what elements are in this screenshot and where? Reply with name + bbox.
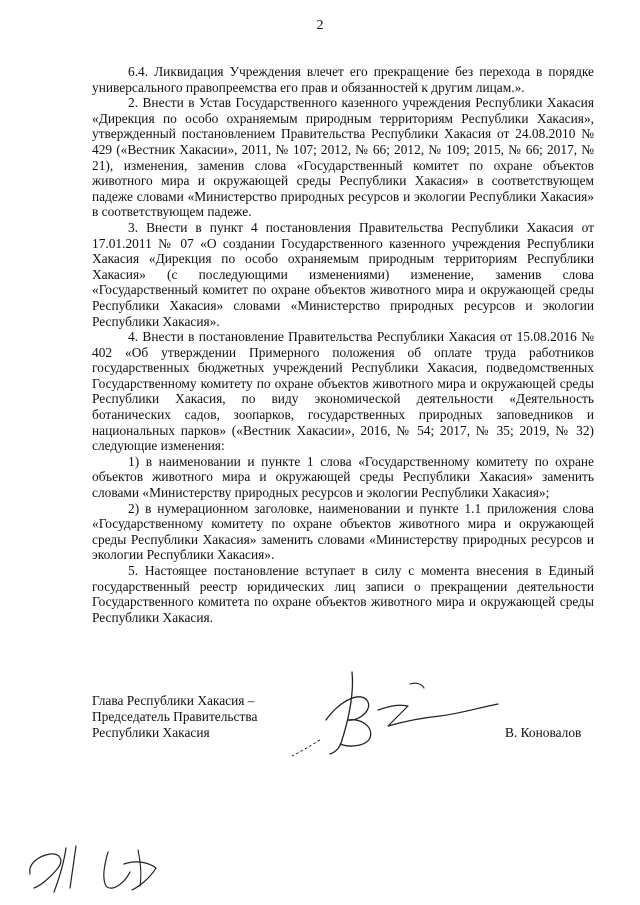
paragraph-4-item-2: 2) в нумерационном заголовке, наименовании и пункте 1.1 приложения слова «Государственному комитету по охране объектов животного мира и окружающей среды Республики Хакасия» заменить словами «Министерству природных ресурсов и экологии Республики Хакасия». — [92, 500, 594, 563]
paragraph-4-item-1: 1) в наименовании и пункте 1 слова «Государственному комитету по охране объектов животного мира и окружающей среды Республики Хакасия» заменить словами «Министерству природных ресурсов и экологии Республики Хакасия»; — [92, 453, 594, 501]
signatory-title-line: Глава Республики Хакасия – — [92, 693, 255, 708]
page-number: 2 — [316, 18, 324, 33]
paragraph-3: 3. Внести в пункт 4 постановления Правительства Республики Хакасия от 17.01.2011 № 07 «О создании Государственного казенного учреждения Республики Хакасия «Дирекция по особо охраняемым природным территориям Республики Хакасия» (с последующими изменениями) изменение, заменив слова «Государственный комитет по охране объектов животного мира и окружающей среды Республики Хакасия» словами «Министерство природных ресурсов и экологии Республики Хакасия». — [92, 219, 594, 329]
paragraph-5: 5. Настоящее постановление вступает в силу с момента внесения в Единый государственный реестр юридических лиц записи о прекращении деятельности Государственного комитета по охране объектов животного мира и окружающей среды Республики Хакасия. — [92, 563, 594, 625]
paragraph-6-4: 6.4. Ликвидация Учреждения влечет его прекращение без перехода в порядке универсального правопреемства его прав и обязанностей к другим лицам.». — [92, 64, 594, 95]
signatory-title-line: Республики Хакасия — [92, 724, 210, 740]
handwritten-initials — [20, 838, 180, 898]
document-body — [92, 64, 594, 625]
signatory-title-line: Председатель Правительства — [92, 708, 258, 724]
signatory-name: В. Коновалов — [505, 725, 582, 740]
handwritten-signature — [290, 660, 510, 760]
paragraph-4: 4. Внести в постановление Правительства Республики Хакасия от 15.08.2016 № 402 «Об утверждении Примерного положения об оплате труда работников государственных бюджетных учреждений Республики Хакасия, подведомственных Государственному комитету по охране объектов животного мира и окружающей среды Республики Хакасия, по виду экономической деятельности «Деятельность ботанических садов, зоопарков, государственных природных заповедников и национальных парков» («Вестник Хакасии», 2016, № 54; 2017, № 35; 2019, № 32) следующие изменения: — [92, 329, 594, 454]
paragraph-2: 2. Внести в Устав Государственного казенного учреждения Республики Хакасия «Дирекция по особо охраняемым природным территориям Республики Хакасия», утвержденный постановлением Правительства Республики Хакасия от 24.08.2010 № 429 («Вестник Хакасии», 2011, № 107; 2012, № 66; 2012, № 109; 2015, № 66; 2017, № 21), изменения, заменив слова «Государственный комитет по охране объектов животного мира и окружающей среды Республики Хакасия» в соответствующем падеже словами «Министерство природных ресурсов и экологии Республики Хакасия» в соответствующем падеже. — [92, 95, 594, 220]
signatory-title — [92, 693, 257, 740]
